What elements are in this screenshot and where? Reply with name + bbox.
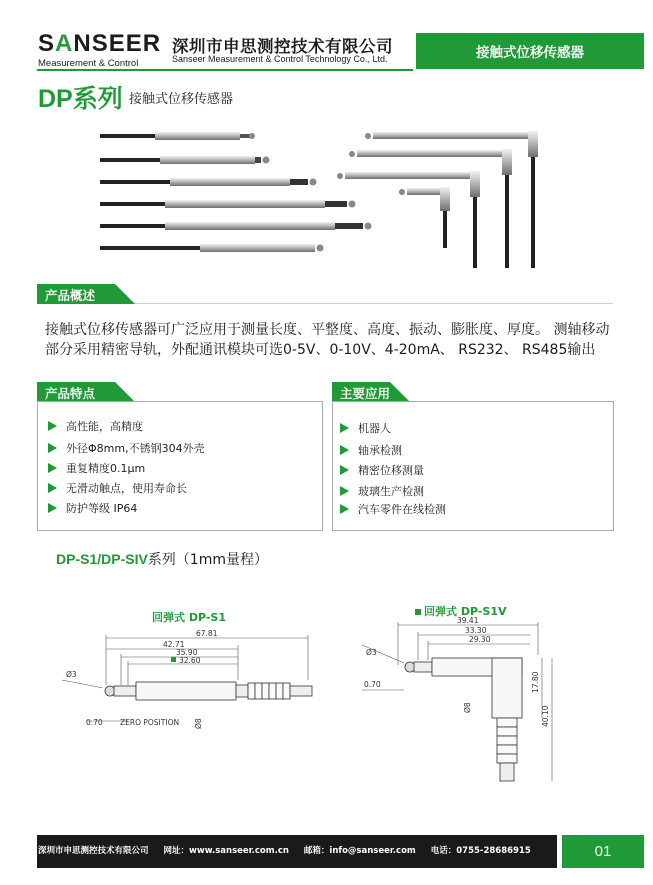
feature-item: 无滑动触点，使用寿命长 xyxy=(48,480,187,496)
page-number: 01 xyxy=(562,835,644,868)
logo-wordmark: SANSEER xyxy=(38,30,162,57)
bullet-arrow-icon xyxy=(340,423,349,433)
overview-heading: 产品概述 xyxy=(45,288,96,303)
dim-body-diameter: Ø8 xyxy=(194,718,203,729)
bullet-arrow-icon xyxy=(340,465,349,475)
footer-contact xyxy=(38,844,531,856)
company-name-cn: 深圳市申思测控技术有限公司 xyxy=(172,37,393,56)
applications-heading-tab xyxy=(332,382,432,402)
dim-tip-diameter: Ø3 xyxy=(66,670,77,679)
dim-total-length: 39.41 xyxy=(457,616,479,625)
drawing-s1v-label: 回弹式 DP-S1V xyxy=(415,603,506,619)
bullet-arrow-icon xyxy=(340,445,349,455)
features-heading-tab xyxy=(37,382,137,402)
overview-heading-tab xyxy=(37,284,137,304)
dim-length-b: 35.90 xyxy=(176,648,198,657)
dim-zero-offset: 0.70 xyxy=(86,718,103,727)
footer-website[interactable]: 网址：www.sanseer.com.cn xyxy=(163,846,289,856)
drawing-s1-label: 回弹式 DP-S1 xyxy=(152,611,226,624)
application-item: 精密位移测量 xyxy=(340,462,424,478)
footer-company: 深圳市申思测控技术有限公司 xyxy=(38,846,149,856)
footer-phone: 电话：0755-28686915 xyxy=(430,846,531,856)
application-item: 机器人 xyxy=(340,420,391,436)
company-name-en: Sanseer Measurement & Control Technology Co., Ltd. xyxy=(172,54,388,64)
drawing-s1v xyxy=(352,615,562,790)
footer-email[interactable]: 邮箱：info@sanseer.com xyxy=(303,846,416,856)
bullet-arrow-icon xyxy=(340,486,349,496)
dim-height-a: 17.80 xyxy=(531,671,540,693)
product-photo xyxy=(90,118,560,268)
dim-length-c: 32.60 xyxy=(179,656,201,665)
bullet-arrow-icon xyxy=(48,483,57,493)
application-item: 汽车零件在线检测 xyxy=(340,501,446,517)
bullet-arrow-icon xyxy=(48,421,57,431)
bullet-arrow-icon xyxy=(340,504,349,514)
dim-zero-offset: 0.70 xyxy=(364,680,381,689)
bullet-arrow-icon xyxy=(48,443,57,453)
bullet-arrow-icon xyxy=(48,503,57,513)
application-item: 玻璃生产检测 xyxy=(340,483,424,499)
dim-body-length: 42.71 xyxy=(163,640,185,649)
feature-item: 外径Φ8mm,不锈钢304外壳 xyxy=(48,440,205,456)
application-item: 轴承检测 xyxy=(340,442,402,458)
applications-heading: 主要应用 xyxy=(340,386,391,401)
dim-total-length: 67.81 xyxy=(196,629,218,638)
model-series-title: DP-S1/DP-SIV系列（1mm量程） xyxy=(56,551,268,568)
features-heading: 产品特点 xyxy=(45,386,96,401)
category-tag: 接触式位移传感器 xyxy=(416,33,644,69)
feature-item: 重复精度0.1μm xyxy=(48,460,145,476)
logo-tagline: Measurement & Control xyxy=(38,58,139,69)
page-subtitle: 接触式位移传感器 xyxy=(129,92,234,107)
page-title: DP系列 xyxy=(38,85,123,113)
overview-text: 接触式位移传感器可广泛应用于测量长度、平整度、高度、振动、膨胀度、厚度。 测轴移动部分采用精密导轨，外配通讯模块可选0-5V、0-10V、4-20mA、 RS232、 RS485输出 xyxy=(45,322,610,358)
dim-length-b: 33.30 xyxy=(465,626,487,635)
feature-item: 高性能，高精度 xyxy=(48,418,143,434)
feature-item: 防护等级 IP64 xyxy=(48,500,137,516)
company-logo xyxy=(38,32,163,72)
drawing-s1 xyxy=(58,625,328,740)
bullet-arrow-icon xyxy=(48,463,57,473)
header-rule xyxy=(37,69,413,71)
dim-body-diameter: Ø8 xyxy=(463,702,472,713)
dim-tip-diameter: Ø3 xyxy=(366,648,377,657)
dim-height-b: 40.10 xyxy=(541,705,550,727)
dim-zero-position: ZERO POSITION xyxy=(120,718,180,727)
dim-length-c: 29.30 xyxy=(469,635,491,644)
